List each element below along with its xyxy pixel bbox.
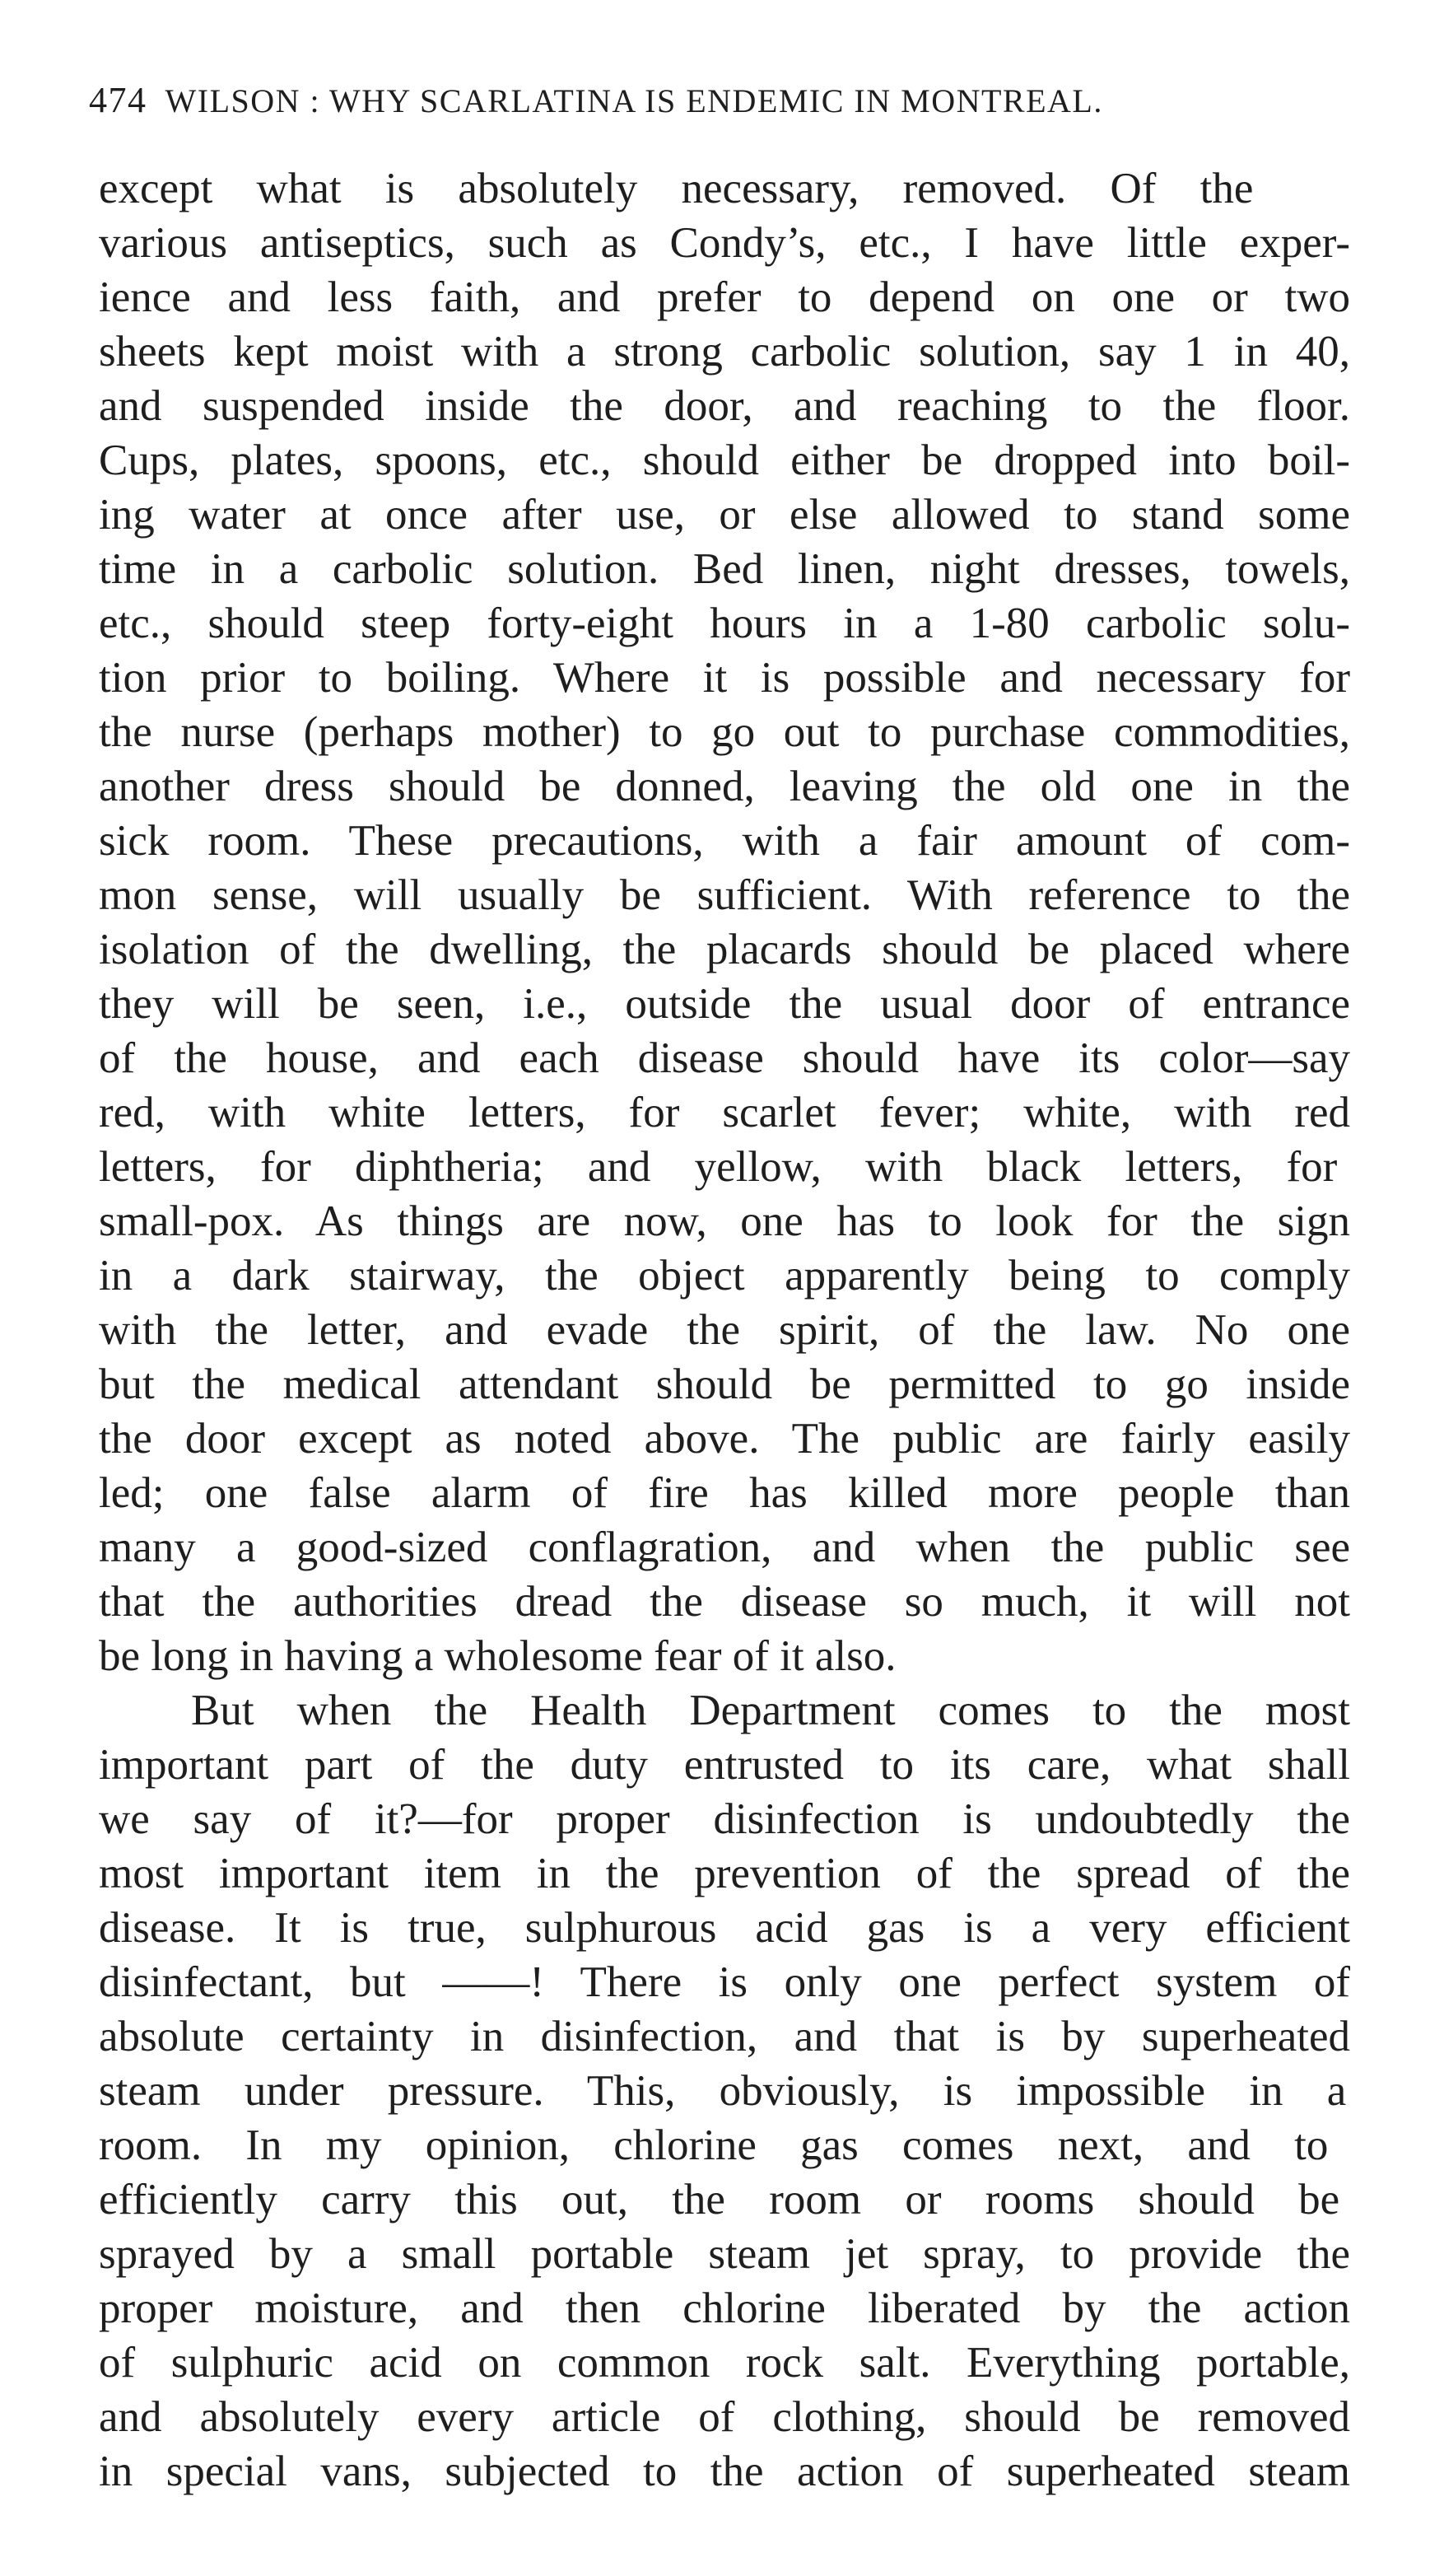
text-line: and absolutely every article of clothing, should be removed (99, 2393, 1350, 2441)
text-line: sick room. These precautions, with a fair amount of com- (99, 817, 1350, 865)
text-line: led; one false alarm of fire has killed more people than (99, 1469, 1350, 1517)
text-line: many a good-sized conflagration, and when the public see (99, 1524, 1350, 1571)
text-line: of sulphuric acid on common rock salt. Everything portable, (99, 2339, 1350, 2387)
text-line: various antiseptics, such as Condy’s, etc., I have little exper- (99, 219, 1350, 267)
text-line: small-pox. As things are now, one has to look for the sign (99, 1197, 1350, 1245)
running-header (89, 76, 1357, 125)
page-number: 474 (89, 80, 147, 120)
text-line: isolation of the dwelling, the placards should be placed where (99, 926, 1350, 973)
text-line: the door except as noted above. The public are fairly easily (99, 1415, 1350, 1463)
text-line: ience and less faith, and prefer to depend on one or two (99, 273, 1350, 321)
text-line: absolute certainty in disinfection, and that is by superheated (99, 2013, 1350, 2060)
text-line: in special vans, subjected to the action of superheated steam (99, 2448, 1350, 2495)
text-line: most important item in the prevention of the spread of the (99, 1850, 1350, 1897)
text-line: room. In my opinion, chlorine gas comes next, and to (99, 2121, 1329, 2169)
text-line: tion prior to boiling. Where it is possible and necessary for (99, 654, 1350, 702)
text-line: in a dark stairway, the object apparently being to comply (99, 1252, 1350, 1300)
text-line: red, with white letters, for scarlet fever; white, with red (99, 1089, 1350, 1136)
text-line: proper moisture, and then chlorine liberated by the action (99, 2284, 1350, 2332)
text-line: ing water at once after use, or else allowed to stand some (99, 491, 1350, 539)
text-line: the nurse (perhaps mother) to go out to purchase commodities, (99, 708, 1350, 756)
text-line: we say of it?—for proper disinfection is undoubtedly the (99, 1795, 1350, 1843)
paragraph-2 (99, 1683, 1350, 2499)
text-line: sprayed by a small portable steam jet spray, to provide the (99, 2230, 1350, 2278)
text-line: disease. It is true, sulphurous acid gas is a very efficient (99, 1904, 1350, 1952)
text-line: that the authorities dread the disease so much, it will not (99, 1578, 1350, 1626)
text-line: of the house, and each disease should have its color—say (99, 1034, 1350, 1082)
text-body (99, 161, 1350, 2499)
text-line: but the medical attendant should be permitted to go inside (99, 1360, 1350, 1408)
text-line: important part of the duty entrusted to its care, what shall (99, 1741, 1350, 1789)
text-line: steam under pressure. This, obviously, is impossible in a (99, 2067, 1347, 2115)
text-line: except what is absolutely necessary, removed. Of the (99, 165, 1254, 212)
text-line: with the letter, and evade the spirit, of the law. No one (99, 1306, 1350, 1354)
text-line: they will be seen, i.e., outside the usual door of entrance (99, 980, 1350, 1028)
text-line: letters, for diphtheria; and yellow, with black letters, for (99, 1143, 1338, 1191)
paragraph-1 (99, 161, 1350, 1683)
text-line: sheets kept moist with a strong carbolic solution, say 1 in 40, (99, 328, 1350, 376)
text-line: time in a carbolic solution. Bed linen, night dresses, towels, (99, 545, 1350, 593)
text-line: another dress should be donned, leaving the old one in the (99, 763, 1350, 810)
text-line: disinfectant, but ——! There is only one perfect system of (99, 1958, 1350, 2006)
text-line: mon sense, will usually be sufficient. With reference to the (99, 871, 1350, 919)
text-line: Cups, plates, spoons, etc., should either be dropped into boil- (99, 436, 1350, 484)
text-line: But when the Health Department comes to the most (191, 1687, 1350, 1734)
text-line: efficiently carry this out, the room or rooms should be (99, 2176, 1340, 2224)
text-line: etc., should steep forty-eight hours in a 1-80 carbolic solu- (99, 600, 1350, 647)
text-line: and suspended inside the door, and reaching to the floor. (99, 382, 1350, 430)
running-title: WILSON : WHY SCARLATINA IS ENDEMIC IN MONTREAL. (165, 82, 1103, 119)
text-line: be long in having a wholesome fear of it also. (99, 1632, 897, 1680)
